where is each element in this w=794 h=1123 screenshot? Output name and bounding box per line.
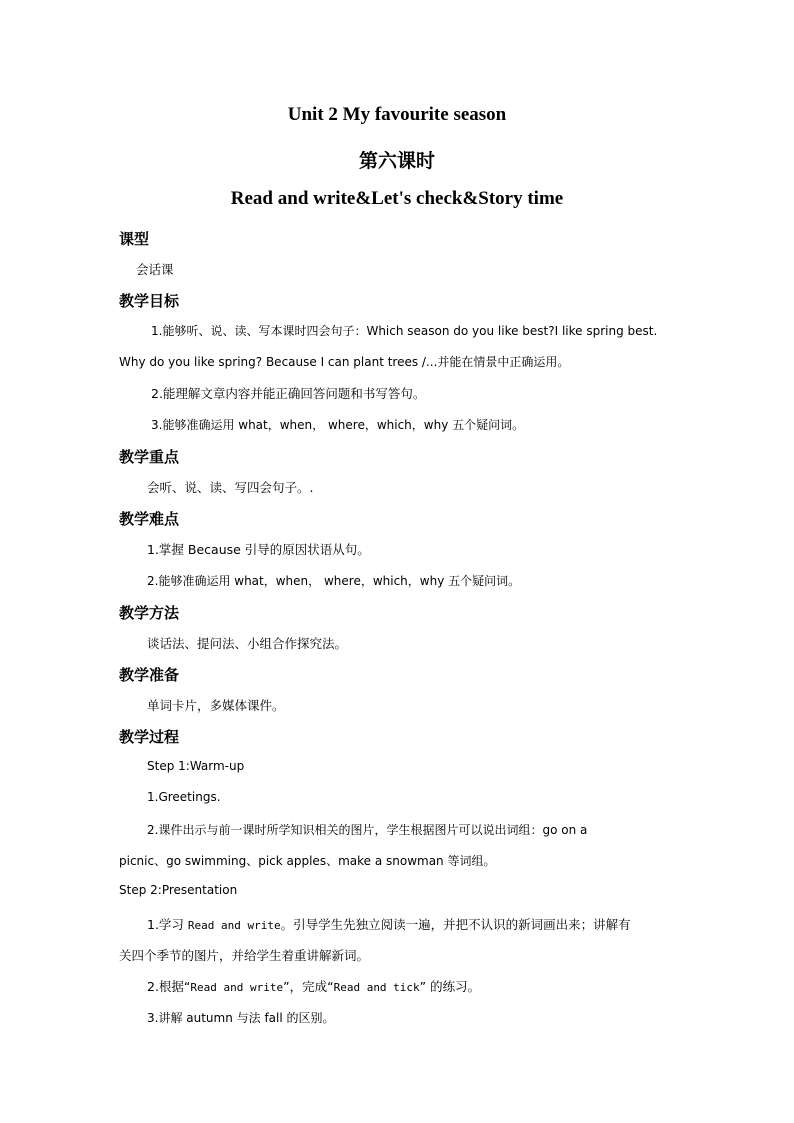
goals-line-1b: Why do you like spring? Because I can plant trees /...并能在情景中正确运用。 (119, 355, 570, 369)
prep-text: 单词卡片，多媒体课件。 (147, 698, 285, 713)
process-step-2-line-1 (147, 915, 631, 933)
heading-type: 课型 (119, 230, 150, 248)
document-subtitle: Read and write&Let's check&Story time (230, 188, 564, 209)
process-step-2: Step 2:Presentation (119, 883, 238, 897)
step-2-line-1-prefix: 1.学习 (147, 917, 188, 932)
process-step-2-line-2 (147, 977, 480, 995)
heading-key: 教学重点 (119, 448, 180, 466)
process-step-2-line-3: 3.讲解 autumn 与法 fall 的区别。 (147, 1011, 335, 1025)
heading-goals: 教学目标 (119, 292, 180, 310)
step-2-line-2-end: ” 的练习。 (419, 979, 481, 994)
process-step-1: Step 1:Warm-up (147, 759, 245, 773)
process-step-2-line-1b: 关四个季节的图片，并给学生着重讲解新词。 (119, 948, 370, 963)
goals-line-3: 3.能够准确运用 what，when， where，which，why 五个疑问词。 (151, 418, 525, 432)
process-step-1-line-2: 2.课件出示与前一课时所学知识相关的图片，学生根据图片可以说出词组：go on a (147, 823, 588, 837)
difficult-line-2: 2.能够准确运用 what，when， where，which，why 五个疑问词。 (147, 574, 521, 588)
step-2-line-1-rest: 。引导学生先独立阅读一遍，并把不认识的新词画出来；讲解有 (280, 917, 631, 932)
difficult-line-1: 1.掌握 Because 引导的原因状语从句。 (147, 542, 370, 557)
goals-line-2: 2.能理解文章内容并能正确回答问题和书写答句。 (151, 386, 426, 401)
step-2-line-2-prefix: 2.根据“ (147, 979, 191, 994)
goals-line-1: 1.能够听、说、读、写本课时四会句子：Which season do you like best?I like spring best. (151, 324, 658, 338)
read-and-tick-code: Read and tick (333, 981, 420, 994)
method-text: 谈话法、提问法、小组合作探究法。 (147, 636, 348, 651)
read-and-write-code-2: Read and write (190, 981, 284, 994)
step-2-line-2-mid: ”，完成“ (283, 979, 334, 994)
lesson-number: 第六课时 (358, 150, 435, 172)
type-text: 会话课 (136, 262, 174, 277)
heading-prep: 教学准备 (119, 666, 180, 684)
heading-difficult: 教学难点 (119, 510, 180, 528)
read-and-write-code: Read and write (187, 919, 281, 932)
key-text: 会听、说、读、写四会句子。. (147, 480, 314, 495)
process-step-1-line-2b: picnic、go swimming、pick apples、make a snowman 等词组。 (119, 854, 496, 868)
process-step-1-line-1: 1.Greetings. (147, 790, 221, 804)
heading-process: 教学过程 (119, 728, 180, 746)
document-title: Unit 2 My favourite season (287, 104, 507, 125)
heading-method: 教学方法 (119, 604, 180, 622)
